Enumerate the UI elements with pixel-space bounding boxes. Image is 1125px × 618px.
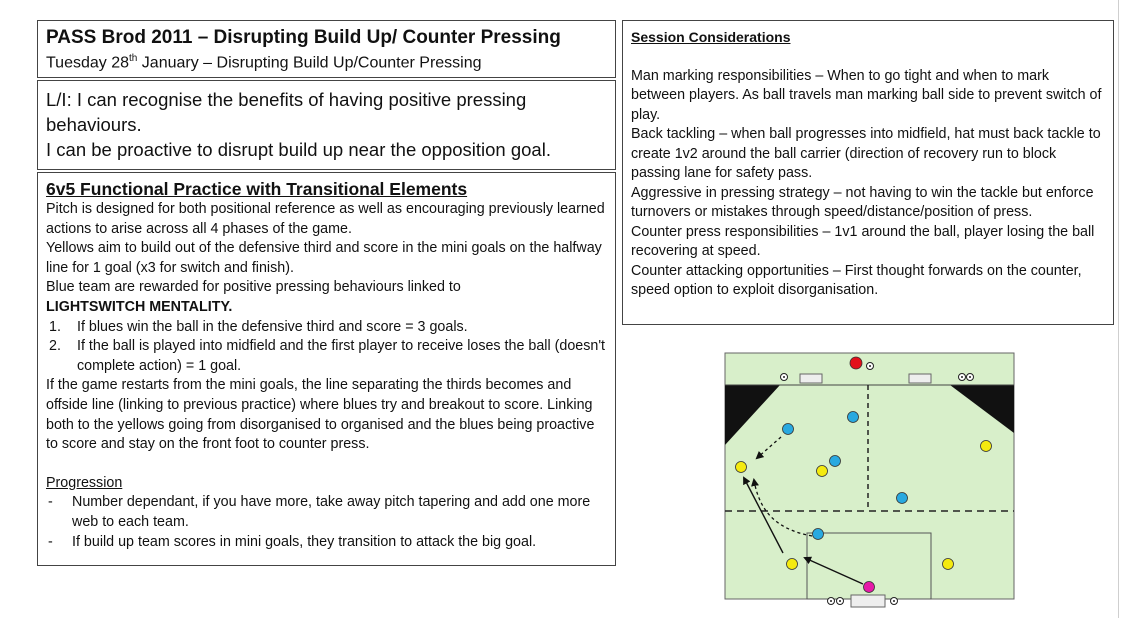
progression-text: If build up team scores in mini goals, they transition to attack the big goal.	[72, 533, 537, 550]
practice-para-4: If the game restarts from the mini goals, the line separating the thirds becomes and offside line (linking to previous practice) where blues try and breakout to score. Linking both to the yellows going from disorganised to organised and the blues being proactive to score and stay on the front foot to counter press.	[46, 377, 595, 453]
progression-title: Progression	[46, 474, 123, 491]
cone-dot	[830, 600, 832, 602]
practice-heading: 6v5 Functional Practice with Transitional Elements	[46, 179, 468, 199]
date-suffix: th	[129, 53, 138, 64]
blue-player	[848, 412, 859, 423]
yellow-player	[981, 441, 992, 452]
yellow-player	[736, 462, 747, 473]
date-text: Tuesday 28	[46, 54, 130, 72]
list-number: 2.	[49, 338, 61, 355]
li-line-1: L/I: I can recognise the benefits of having positive pressing behaviours.	[46, 89, 527, 135]
list-number: 1.	[49, 318, 61, 335]
red-goalkeeper	[850, 357, 862, 369]
blue-player	[783, 424, 794, 435]
mini-goal-icon	[909, 374, 931, 383]
practice-para-2: Yellows aim to build out of the defensive third and score in the mini goals on the halfway line for 1 goal (x3 for switch and finish).	[46, 240, 602, 276]
cone-dot	[783, 376, 785, 378]
session-title: Session Considerations	[631, 29, 791, 45]
date-rest: January – Disrupting Build Up/Counter Pressing	[137, 54, 482, 72]
progression-item	[46, 533, 607, 553]
yellow-player	[817, 466, 828, 477]
magenta-goalkeeper	[864, 582, 875, 593]
consideration-item: Aggressive in pressing strategy – not having to win the tackle but enforce turnovers or mistakes through speed/distance/position of press.	[631, 184, 1094, 220]
yellow-player	[943, 559, 954, 570]
ball-dot	[869, 365, 871, 367]
consideration-item: Counter press responsibilities – 1v1 around the ball, player losing the ball recovering at speed.	[631, 223, 1095, 259]
list-text: If the ball is played into midfield and the first player to receive loses the ball (doesn't complete action) = 1 goal.	[77, 338, 606, 374]
list-text: If blues win the ball in the defensive third and score = 3 goals.	[77, 318, 468, 335]
consideration-item: Back tackling – when ball progresses into midfield, hat must back tackle to create 1v2 around the ball carrier (direction of recovery run to block passing lane for safety pass.	[631, 126, 1101, 181]
cone-dot	[969, 376, 971, 378]
mini-goal-icon	[800, 374, 822, 383]
bullet-dash: -	[48, 533, 53, 550]
progression-text: Number dependant, if you have more, take away pitch tapering and add one more web to each team.	[72, 494, 591, 530]
consideration-item: Counter attacking opportunities – First thought forwards on the counter, speed option to exploit disorganisation.	[631, 262, 1082, 298]
practice-para-1: Pitch is designed for both positional reference as well as encouraging previously learned actions to arise across all 4 phases of the game.	[46, 201, 605, 237]
consideration-item: Man marking responsibilities – When to go tight and when to mark between players. As ball travels man marking ball side to prevent switch of play.	[631, 67, 1102, 123]
progression-item	[46, 493, 607, 532]
learning-intentions-box	[37, 80, 616, 170]
practice-para-3-bold: LIGHTSWITCH MENTALITY.	[46, 298, 233, 315]
bullet-dash: -	[48, 494, 53, 511]
spacer	[46, 455, 607, 474]
title-box	[37, 20, 616, 78]
page-edge-line	[1118, 0, 1119, 618]
blue-player	[813, 529, 824, 540]
blue-player	[830, 456, 841, 467]
pitch-diagram	[720, 345, 1020, 613]
session-date	[46, 49, 607, 73]
session-title: PASS Brod 2011 – Disrupting Build Up/ Counter Pressing	[46, 27, 561, 48]
li-line-2: I can be proactive to disrupt build up near the opposition goal.	[46, 139, 551, 160]
cone-dot	[961, 376, 963, 378]
session-considerations-box	[622, 20, 1114, 325]
big-goal-icon	[851, 595, 885, 607]
spacer	[631, 48, 1105, 67]
practice-box	[37, 172, 616, 566]
blue-player	[897, 493, 908, 504]
practice-para-3: Blue team are rewarded for positive pressing behaviours linked to	[46, 279, 461, 296]
cone-dot	[893, 600, 895, 602]
cone-dot	[839, 600, 841, 602]
practice-list-item	[46, 337, 607, 376]
yellow-player	[787, 559, 798, 570]
practice-list-item	[46, 318, 607, 338]
